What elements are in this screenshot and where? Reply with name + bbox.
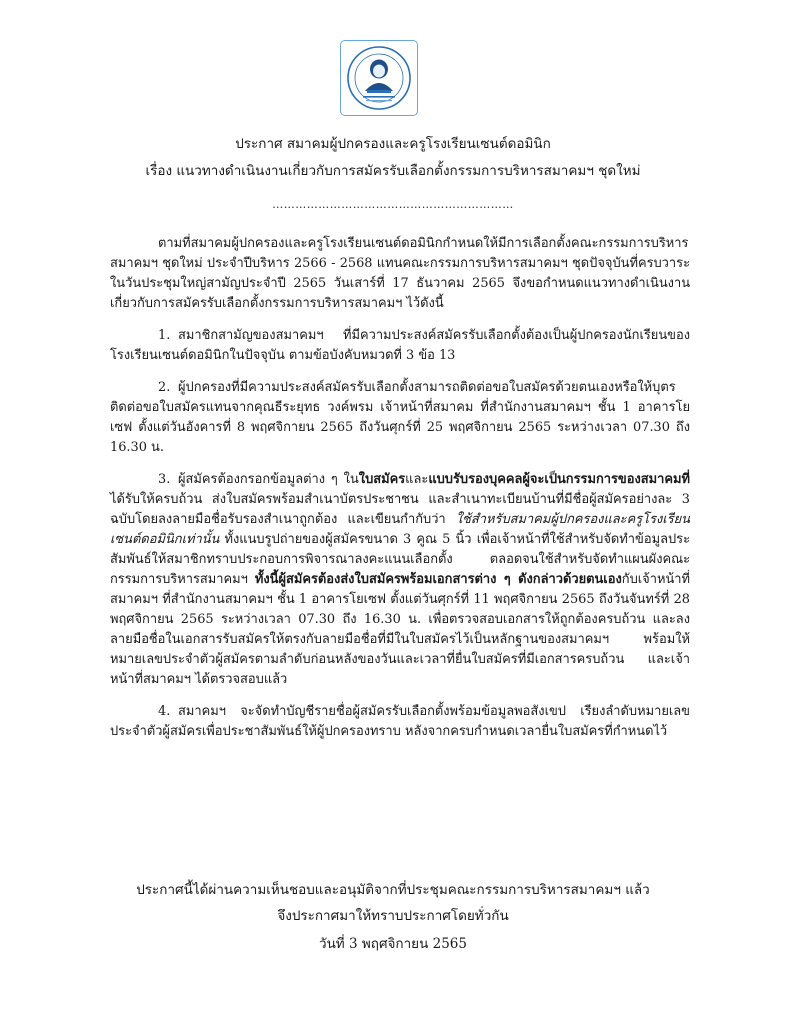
separator-dots: ……………………………………………………… [272, 198, 514, 211]
item-text: ทั้งแนบรูปถ่ายของผู้สมัครขนาด 3 คูณ 5 นิ้ว เพื่อเจ้าหน้าที่ใช้สำหรับจัดทำข้อมูลประสัมพันธ์ให้สมาชิกทราบประกอบการพิจารณาลงคะแนนเลือกตั้ง ตลอดจนใช้สำหรับจัดทำแผนผังคณะกรรมการบริหารสมาคมฯ [110, 532, 690, 587]
application-form-bold: ใบสมัคร [358, 472, 406, 487]
announcement-body [110, 234, 690, 754]
item-text: กับเจ้าหน้าที่สมาคมฯ ที่สำนักงานสมาคมฯ ชั้น 1 อาคารโยเซฟ ตั้งแต่วันศุกร์ที่ 11 พฤศจิกายน 2565 ถึงวันจันทร์ที่ 28 พฤศจิกายน 2565 ระหว่างเวลา 07.30 ถึง 16.30 น. เพื่อตรวจสอบเอกสารให้ถูกต้องครบถ้วน และลงลายมือชื่อในเอกสารรับสมัครให้ตรงกับลายมือชื่อที่มีในใบสมัครไว้เป็นหลักฐานของสมาคมฯ พร้อมให้หมายเลขประจำตัวผู้สมัครตามลำดับก่อนหลังของวันและเวลาที่ยื่นใบสมัครที่มีเอกสารครบถ้วน และเจ้าหน้าที่สมาคมฯ ได้ตรวจสอบแล้ว [110, 572, 690, 687]
item-number: 3. [158, 472, 171, 487]
announcement-closing: จึงประกาศมาให้ทราบประกาศโดยทั่วกัน [277, 908, 509, 924]
item-number: 4. [158, 704, 171, 719]
announcement-title: ประกาศ สมาคมผู้ปกครองและครูโรงเรียนเซนต์ดอมินิก [235, 136, 551, 152]
item-number: 2. [158, 380, 171, 395]
item-text: สมาชิกสามัญของสมาคมฯ ที่มีความประสงค์สมัครรับเลือกตั้งต้องเป็นผู้ปกครองนักเรียนของโรงเรียนเซนต์ดอมินิกในปัจจุบัน ตามข้อบังคับหมวดที่ 3 ข้อ 13 [110, 328, 690, 363]
announcement-subject: เรื่อง แนวทางดำเนินงานเกี่ยวกับการสมัครรับเลือกตั้งกรรมการบริหารสมาคมฯ ชุดใหม่ [145, 163, 641, 179]
approval-statement: ประกาศนี้ได้ผ่านความเห็นชอบและอนุมัติจากที่ประชุมคณะกรรมการบริหารสมาคมฯ แล้ว [136, 882, 650, 898]
list-item [110, 702, 690, 742]
certification-form-bold: แบบรับรองบุคคลผู้จะเป็นกรรมการของสมาคมที่ [428, 472, 690, 487]
seal-logo-icon [341, 41, 417, 115]
list-item [110, 470, 690, 690]
item-text: ผู้สมัครต้องกรอกข้อมูลต่าง ๆ ใน [178, 472, 359, 487]
item-text: สมาคมฯ จะจัดทำบัญชีรายชื่อผู้สมัครรับเลือกตั้งพร้อมข้อมูลพอสังเขป เรียงลำดับหมายเลขประจำตัวผู้สมัครเพื่อประชาสัมพันธ์ให้ผู้ปกครองทราบ หลังจากครบกำหนดเวลายื่นใบสมัครที่กำหนดไว้ [110, 704, 690, 739]
item-text: และ [405, 472, 429, 487]
announcement-date: วันที่ 3 พฤศจิกายน 2565 [319, 936, 467, 952]
item-number: 1. [158, 328, 171, 343]
item-text: ได้รับให้ครบถ้วน ส่งใบสมัครพร้อมสำเนาบัตรประชาชน และสำเนาทะเบียนบ้านที่มีชื่อผู้สมัครอย่างละ 3 ฉบับโดยลงลายมือชื่อรับรองสำเนาถูกต้อง และเขียนกำกับว่า [110, 492, 690, 527]
seal-logo [340, 40, 418, 116]
list-item [110, 326, 690, 366]
list-item [110, 378, 690, 458]
submission-note-bold: ทั้งนี้ผู้สมัครต้องส่งใบสมัครพร้อมเอกสารต่าง ๆ ดังกล่าวด้วยตนเอง [254, 572, 622, 587]
item-text: ผู้ปกครองที่มีความประสงค์สมัครรับเลือกตั้งสามารถติดต่อขอใบสมัครด้วยตนเองหรือให้บุตรติดต่อขอใบสมัครแทนจากคุณธีระยุทธ วงค์พรม เจ้าหน้าที่สมาคม ที่สำนักงานสมาคมฯ ชั้น 1 อาคารโยเซฟ ตั้งแต่วันอังคารที่ 8 พฤศจิกายน 2565 ถึงวันศุกร์ที่ 25 พฤศจิกายน 2565 ระหว่างเวลา 07.30 ถึง 16.30 น. [110, 380, 690, 455]
intro-paragraph: ตามที่สมาคมผู้ปกครองและครูโรงเรียนเซนต์ดอมินิกกำหนดให้มีการเลือกตั้งคณะกรรมการบริหารสมาคมฯ ชุดใหม่ ประจำปีบริหาร 2566 - 2568 แทนคณะกรรมการบริหารสมาคมฯ ชุดปัจจุบันที่ครบวาระ ในวันประชุมใหญ่สามัญประจำปี 2565 วันเสาร์ที่ 17 ธันวาคม 2565 จึงขอกำหนดแนวทางดำเนินงานเกี่ยวกับการสมัครรับเลือกตั้งกรรมการบริหารสมาคมฯ ไว้ดังนี้ [110, 236, 690, 311]
usage-note-italic: ใช้สำหรับสมาคมผู้ปกครองและครูโรงเรียนเซนต์ดอมินิกเท่านั้น [110, 512, 690, 547]
